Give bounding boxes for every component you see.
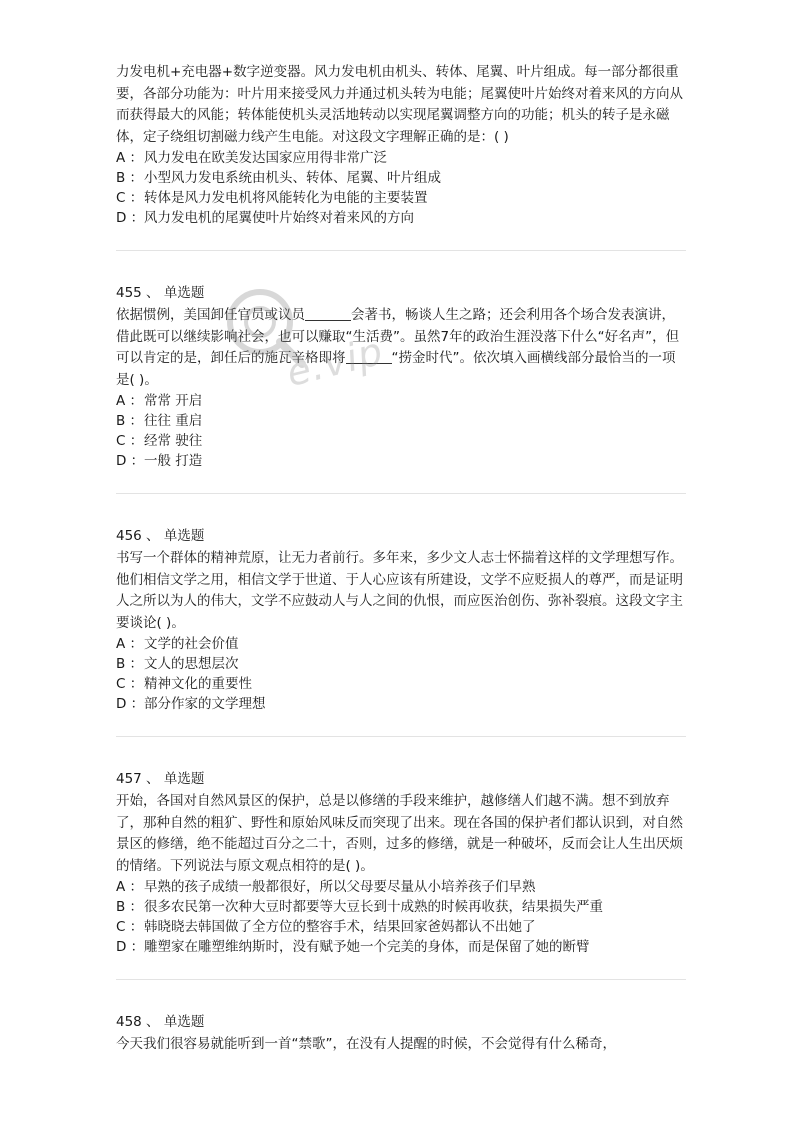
option-c <box>116 431 686 451</box>
options-list <box>116 877 686 957</box>
question-457 <box>116 769 686 957</box>
divider <box>116 250 686 251</box>
option-letter: A ： <box>116 879 144 895</box>
option-a <box>116 634 686 654</box>
option-text: 小型风力发电系统由机头、转体、尾翼、叶片组成 <box>144 170 441 186</box>
option-letter: B ： <box>116 656 144 672</box>
question-text: 今天我们很容易就能听到一首“禁歌”，在没有人提醒的时候，不会觉得有什么稀奇， <box>116 1036 616 1052</box>
text-part: 会著书，畅谈人生之路；还会利用各个场合发表演讲，借此既可以继续影响社会，也可以赚取“生活费”。虽然7年的政治生涯没落下什么“好名声”，但可以肯定的是，卸任后的施瓦辛格即将 <box>116 307 680 366</box>
option-d <box>116 694 686 714</box>
text-part: 依据惯例，美国卸任官员或议员 <box>116 307 305 323</box>
question-458 <box>116 1012 686 1056</box>
option-letter: C ： <box>116 919 144 935</box>
option-c <box>116 917 686 937</box>
option-letter: D ： <box>116 939 145 955</box>
option-letter: A ： <box>116 150 144 166</box>
question-text <box>116 305 686 391</box>
options-list <box>116 391 686 471</box>
fill-blank <box>305 306 351 321</box>
options-list <box>116 634 686 714</box>
option-a <box>116 148 686 168</box>
option-letter: D ： <box>116 453 145 469</box>
question-header: 455 、 单选题 <box>116 285 205 301</box>
option-text: 文学的社会价值 <box>144 636 239 652</box>
option-text: 常常 开启 <box>144 393 203 409</box>
option-text: 一般 打造 <box>144 453 203 469</box>
option-text: 部分作家的文学理想 <box>144 696 266 712</box>
option-text: 转体是风力发电机将风能转化为电能的主要装置 <box>144 190 428 206</box>
option-letter: D ： <box>116 696 145 712</box>
question-text: 开始，各国对自然风景区的保护，总是以修缮的手段来维护，越修缮人们越不满。想不到放弃了，那种自然的粗犷、野性和原始风味反而突现了出来。现在各国的保护者们都认识到，对自然景区的修缮，绝不能超过百分之二十，否则，过多的修缮，就是一种破坏，反而会让人生出厌烦的情绪。下列说法与原文观点相符的是( )。 <box>116 793 683 874</box>
divider <box>116 736 686 737</box>
option-text: 风力发电机的尾翼使叶片始终对着来风的方向 <box>144 210 414 226</box>
question-456 <box>116 526 686 714</box>
divider <box>116 979 686 980</box>
question-text: 书写一个群体的精神荒原，让无力者前行。多年来，多少文人志士怀揣着这样的文学理想写作。他们相信文学之用，相信文学于世道、于人心应该有所建设，文学不应贬损人的尊严，而是证明人之所以为人的伟大，文学不应鼓动人与人之间的仇恨，而应医治创伤、弥补裂痕。这段文字主要谈论( )。 <box>116 550 683 631</box>
option-text: 雕塑家在雕塑维纳斯时，没有赋予她一个完美的身体，而是保留了她的断臂 <box>144 939 590 955</box>
option-d <box>116 937 686 957</box>
option-b <box>116 168 686 188</box>
option-text: 韩晓晓去韩国做了全方位的整容手术，结果回家爸妈都认不出她了 <box>144 919 536 935</box>
option-text: 往往 重启 <box>144 413 203 429</box>
option-b <box>116 654 686 674</box>
option-text: 早熟的孩子成绩一般都很好，所以父母要尽量从小培养孩子们早熟 <box>144 879 536 895</box>
option-letter: B ： <box>116 899 144 915</box>
option-letter: C ： <box>116 433 144 449</box>
question-header: 458 、 单选题 <box>116 1014 205 1030</box>
option-text: 文人的思想层次 <box>144 656 239 672</box>
option-letter: D ： <box>116 210 145 226</box>
divider <box>116 493 686 494</box>
text-part: “捞金时代”。依次填入画横线部分最恰当的一项是( )。 <box>116 350 676 388</box>
option-text: 很多农民第一次种大豆时都要等大豆长到十成熟的时候再收获，结果损失严重 <box>144 899 603 915</box>
question-header: 456 、 单选题 <box>116 528 205 544</box>
options-list <box>116 148 686 228</box>
option-letter: A ： <box>116 393 144 409</box>
option-text: 精神文化的重要性 <box>144 676 252 692</box>
option-c <box>116 188 686 208</box>
question-455 <box>116 283 686 471</box>
question-text: 力发电机+充电器+数字逆变器。风力发电机由机头、转体、尾翼、叶片组成。每一部分都很重要，各部分功能为：叶片用来接受风力并通过机头转为电能；尾翼使叶片始终对着来风的方向从而获得最大的风能；转体能使机头灵活地转动以实现尾翼调整方向的功能；机头的转子是永磁体，定子绕组切割磁力线产生电能。对这段文字理解正确的是：( ) <box>116 64 683 145</box>
option-b <box>116 897 686 917</box>
fill-blank <box>346 349 392 364</box>
option-letter: B ： <box>116 413 144 429</box>
option-text: 风力发电在欧美发达国家应用得非常广泛 <box>144 150 387 166</box>
question-header: 457 、 单选题 <box>116 771 205 787</box>
option-b <box>116 411 686 431</box>
option-a <box>116 877 686 897</box>
option-a <box>116 391 686 411</box>
question-454 <box>116 62 686 228</box>
option-letter: A ： <box>116 636 144 652</box>
option-text: 经常 驶往 <box>144 433 203 449</box>
option-letter: B ： <box>116 170 144 186</box>
question-page <box>116 62 686 1056</box>
option-d <box>116 208 686 228</box>
option-letter: C ： <box>116 676 144 692</box>
option-c <box>116 674 686 694</box>
option-letter: C ： <box>116 190 144 206</box>
option-d <box>116 451 686 471</box>
watermark-text: e.vip <box>282 328 388 396</box>
